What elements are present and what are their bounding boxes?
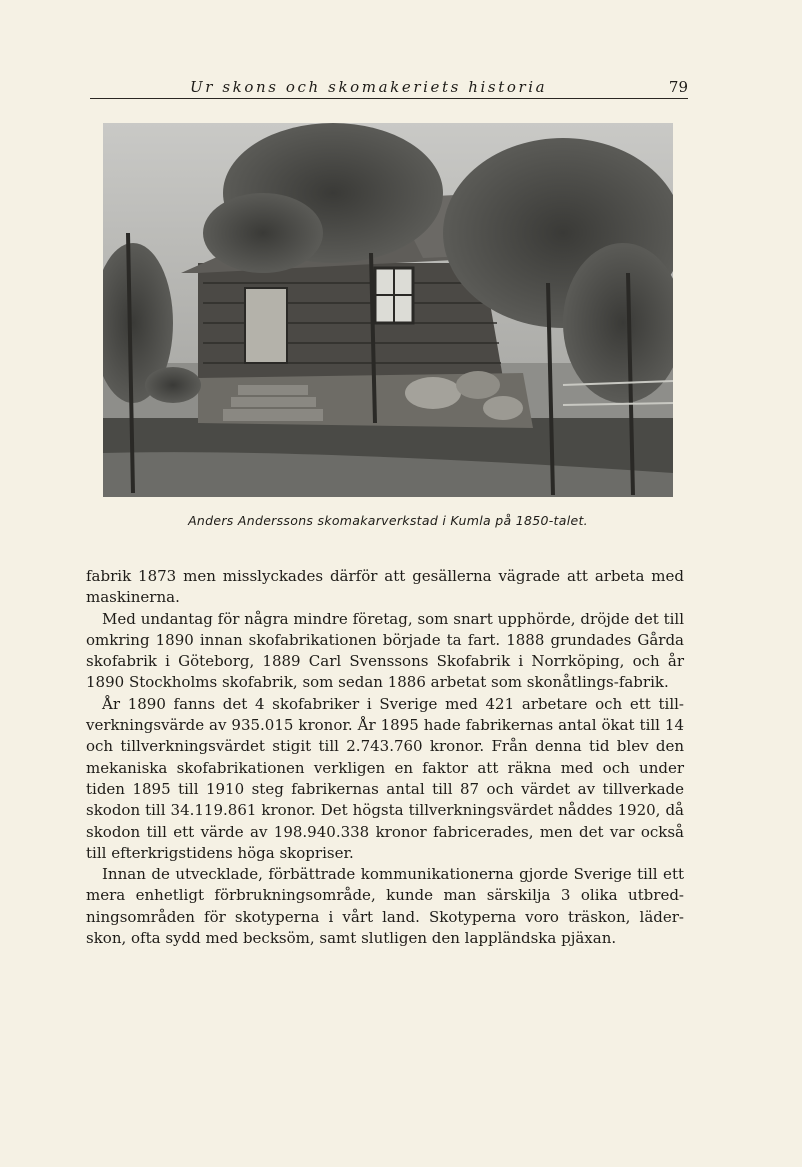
paragraph: År 1890 fanns det 4 skofabriker i Sverige med 421 arbetare och ett till-verkningsvärde av 935.015 kronor. År 1895 hade fabrikernas antal ökat till 14 och tillverkningsvärdet stigit till 2.743.760 kronor. Från denna tid blev den mekaniska skofabrikationen verkligen en faktor att räkna med och under tiden 1895 till 1910 steg fabrikernas antal till 87 och värdet av tillverkade skodon till 34.119.861 kronor. Det högsta tillverkningsvärdet nåddes 1920, då skodon till ett värde av 198.940.338 kronor fabricerades, men det var också till efterkrigstidens höga skopriser. (86, 694, 684, 862)
paragraph: Innan de utvecklade, förbättrade kommunikationerna gjorde Sverige till ett mera enhetligt förbrukningsområde, kunde man särskilja 3 olika utbred-ningsområden för skotyperna i vårt land. Skotyperna voro träskon, läder-skon, ofta sydd med becksöm, samt slutligen den lappländska pjäxan. (86, 865, 684, 948)
body-text (86, 566, 684, 949)
running-title: Ur skons och skomakeriets historia (190, 78, 548, 96)
page-number: 79 (668, 78, 688, 96)
paragraph: fabrik 1873 men misslyckades därför att gesällerna vägrade att arbeta med maskinerna. (86, 567, 684, 607)
workshop-photo (103, 123, 673, 497)
photo-icon (103, 123, 673, 497)
paragraph: Med undantag för några mindre företag, som snart upphörde, dröjde det till omkring 1890 innan skofabrikationen började ta fart. 1888 grundades Gårda skofabrik i Göteborg, 1889 Carl Svenssons Skofabrik i Norrköping, och år 1890 Stockholms skofabrik, som sedan 1886 arbetat som skonåtlings-fabrik. (86, 609, 684, 692)
running-header (90, 76, 688, 99)
photo-caption: Anders Anderssons skomakarverkstad i Kumla på 1850-talet. (188, 513, 588, 528)
